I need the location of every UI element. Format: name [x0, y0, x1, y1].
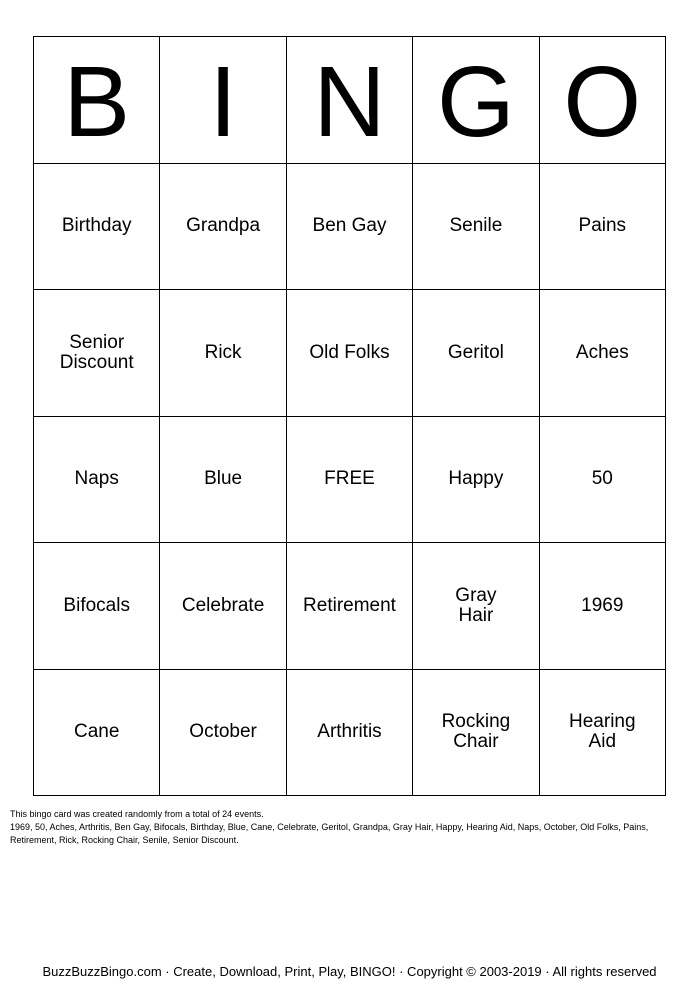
free-space-cell: FREE	[287, 417, 413, 544]
bingo-cell: Cane	[34, 670, 160, 797]
page-footer: BuzzBuzzBingo.com · Create, Download, Print, Play, BINGO! · Copyright © 2003-2019 · All rights reserved	[42, 964, 657, 979]
card-info	[10, 808, 690, 847]
bingo-cell: Geritol	[413, 290, 539, 417]
bingo-cell: Old Folks	[287, 290, 413, 417]
bingo-cell: Bifocals	[34, 543, 160, 670]
bingo-cell: Retirement	[287, 543, 413, 670]
bingo-cell: Aches	[540, 290, 666, 417]
bingo-card	[33, 36, 666, 796]
bingo-cell: 50	[540, 417, 666, 544]
bingo-cell: Rick	[160, 290, 286, 417]
bingo-cell: Happy	[413, 417, 539, 544]
bingo-cell: Gray Hair	[413, 543, 539, 670]
header-letter-o: O	[540, 37, 666, 164]
bingo-cell: Rocking Chair	[413, 670, 539, 797]
bingo-cell: October	[160, 670, 286, 797]
bingo-cell: Grandpa	[160, 164, 286, 291]
card-info-events: 1969, 50, Aches, Arthritis, Ben Gay, Bifocals, Birthday, Blue, Cane, Celebrate, Geritol, Grandpa, Gray Hair, Happy, Hearing Aid, Naps, October, Old Folks, Pains,	[10, 822, 649, 832]
bingo-cell: Hearing Aid	[540, 670, 666, 797]
bingo-cell: Celebrate	[160, 543, 286, 670]
bingo-cell: Arthritis	[287, 670, 413, 797]
header-letter-b: B	[34, 37, 160, 164]
bingo-cell: Ben Gay	[287, 164, 413, 291]
bingo-cell: Naps	[34, 417, 160, 544]
header-letter-g: G	[413, 37, 539, 164]
header-letter-i: I	[160, 37, 286, 164]
header-letter-n: N	[287, 37, 413, 164]
bingo-cell: Pains	[540, 164, 666, 291]
card-info-events-cont: Retirement, Rick, Rocking Chair, Senile, Senior Discount.	[10, 835, 239, 845]
card-info-summary: This bingo card was created randomly from a total of 24 events.	[10, 809, 264, 819]
bingo-cell: Blue	[160, 417, 286, 544]
bingo-cell: 1969	[540, 543, 666, 670]
bingo-cell: Senior Discount	[34, 290, 160, 417]
bingo-cell: Birthday	[34, 164, 160, 291]
bingo-cell: Senile	[413, 164, 539, 291]
